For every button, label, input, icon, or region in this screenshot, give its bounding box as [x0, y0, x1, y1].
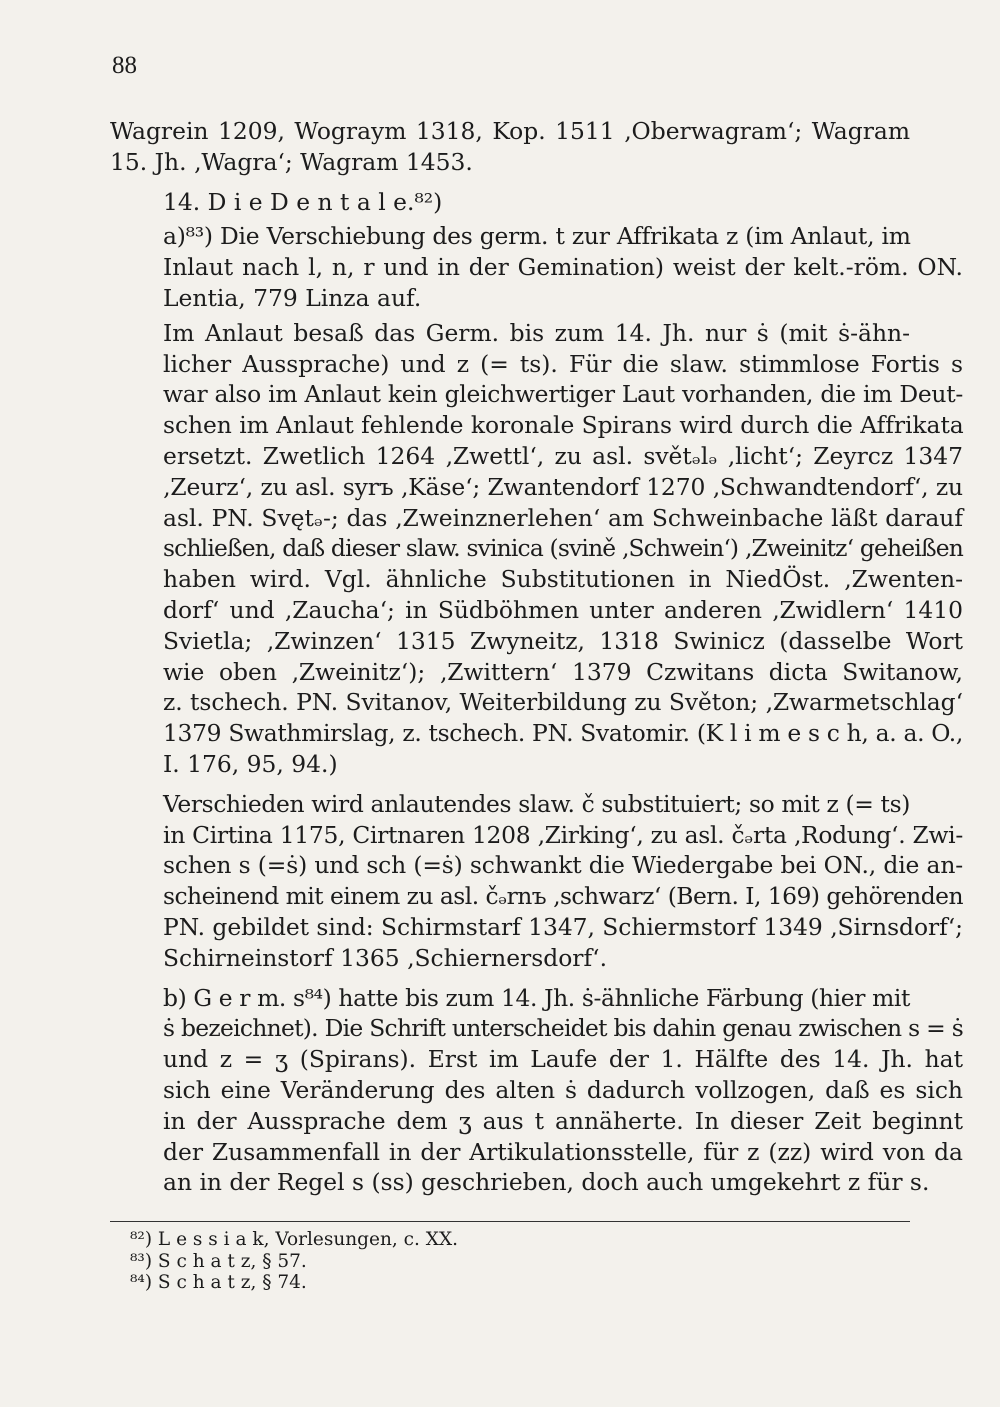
- text-line: Lentia, 779 Linza auf.: [163, 283, 422, 312]
- section-heading-text: 14. D i e D e n t a l e.⁸²): [163, 187, 443, 216]
- text-line: ersetzt. Zwetlich 1264 ‚Zwettl‘, zu asl. světₔlₔ ‚licht‘; Zeyrcz 1347: [163, 441, 963, 470]
- text-line: a)⁸³) Die Verschiebung des germ. t zur Affrikata z (im Anlaut, im: [163, 222, 911, 251]
- text-line: asl. PN. Svętₔ-; das ‚Zweinznerlehen‘ am Schweinbache läßt darauf: [163, 503, 963, 532]
- text-line: ṡ bezeichnet). Die Schrift unterscheidet bis dahin genau zwischen s = ṡ: [163, 1014, 963, 1043]
- text-line: licher Aussprache) und z (= ts). Für die slaw. stimmlose Fortis s: [163, 349, 963, 378]
- text-line: 15. Jh. ‚Wagra‘; Wagram 1453.: [110, 147, 473, 176]
- text-line: Wagrein 1209, Wograym 1318, Kop. 1511 ‚Oberwagram‘; Wagram: [110, 117, 910, 145]
- text-line: Schirneinstorf 1365 ‚Schiernersdorf‘.: [163, 943, 608, 972]
- footnotes: [130, 1229, 458, 1294]
- text-line: war also im Anlaut kein gleichwertiger Laut vorhanden, die im Deut-: [163, 380, 963, 409]
- paragraph-b: [110, 983, 963, 1199]
- text-line: Inlaut nach l, n, r und in der Gemination) weist der kelt.-röm. ON.: [163, 253, 963, 282]
- paragraph-anlaut: [110, 318, 964, 780]
- text-line: sich eine Veränderung des alten ṡ dadurch vollzogen, daß es sich: [163, 1075, 963, 1104]
- text-line: Im Anlaut besaß das Germ. bis zum 14. Jh. nur ṡ (mit ṡ-ähn-: [163, 318, 910, 347]
- paragraph-verschieden: [110, 789, 963, 974]
- text-line: und z = ʒ (Spirans). Erst im Laufe der 1. Hälfte des 14. Jh. hat: [163, 1045, 963, 1074]
- text-line: z. tschech. PN. Svitanov, Weiterbildung zu Světon; ‚Zwarmetschlag‘: [163, 688, 963, 717]
- text-line: in der Aussprache dem ʒ aus t annäherte. In dieser Zeit beginnt: [163, 1106, 963, 1135]
- text-line: an in der Regel s (ss) geschrieben, doch auch umgekehrt z für s.: [163, 1168, 930, 1197]
- text-line: schen s (=ṡ) und sch (=ṡ) schwankt die Wiedergabe bei ON., die an-: [163, 851, 963, 880]
- text-line: ‚Zeurz‘, zu asl. syrъ ‚Käse‘; Zwantendorf 1270 ‚Schwandtendorf‘, zu: [163, 472, 963, 501]
- paragraph-a: [110, 221, 963, 313]
- text-line: Verschieden wird anlautendes slaw. č substituiert; so mit z (= ts): [163, 789, 910, 818]
- text-line: Svietla; ‚Zwinzen‘ 1315 Zwyneitz, 1318 Swinicz (dasselbe Wort: [163, 626, 963, 655]
- text-line: I. 176, 95, 94.): [163, 749, 338, 778]
- text-line: scheinend mit einem zu asl. čₔrnъ ‚schwarz‘ (Bern. I, 169) gehörenden: [163, 882, 963, 911]
- text-line: in Cirtina 1175, Cirtnaren 1208 ‚Zirking‘, zu asl. čₔrtа ‚Rodung‘. Zwi-: [163, 820, 963, 849]
- text-line: dorf‘ und ‚Zaucha‘; in Südböhmen unter anderen ‚Zwidlern‘ 1410: [163, 595, 963, 624]
- text-line: wie oben ‚Zweinitz‘); ‚Zwittern‘ 1379 Czwitans dicta Switanow,: [163, 657, 963, 686]
- page-number: 88: [112, 52, 137, 79]
- text-line: schließen, daß dieser slaw. svinica (svině ‚Schwein‘) ‚Zweinitz‘ geheißen: [163, 534, 963, 563]
- section-heading: [110, 187, 910, 218]
- text-line: b) G e r m. s⁸⁴) hatte bis zum 14. Jh. ṡ-ähnliche Färbung (hier mit: [163, 983, 910, 1012]
- footnote-83: ⁸³) S c h a t z, § 57.: [130, 1250, 307, 1272]
- text-line: der Zusammenfall in der Artikulationsstelle, für z (zz) wird von da: [163, 1137, 963, 1166]
- body-text: [110, 116, 964, 1198]
- text-line: haben wird. Vgl. ähnliche Substitutionen in NiedÖst. ‚Zwenten-: [163, 565, 963, 594]
- text-line: schen im Anlaut fehlende koronale Spirans wird durch die Affrikata: [163, 411, 964, 440]
- text-line: PN. gebildet sind: Schirmstarf 1347, Schiermstorf 1349 ‚Sirnsdorf‘;: [163, 912, 963, 941]
- text-line: 1379 Swathmirslag, z. tschech. PN. Svatomir. (K l i m e s c h, a. a. O.,: [163, 719, 963, 748]
- paragraph-wagrein: [110, 116, 910, 178]
- footnote-divider: [110, 1221, 910, 1222]
- footnote-82: ⁸²) L e s s i a k, Vorlesungen, c. XX.: [130, 1229, 458, 1250]
- footnote-84: ⁸⁴) S c h a t z, § 74.: [130, 1272, 307, 1293]
